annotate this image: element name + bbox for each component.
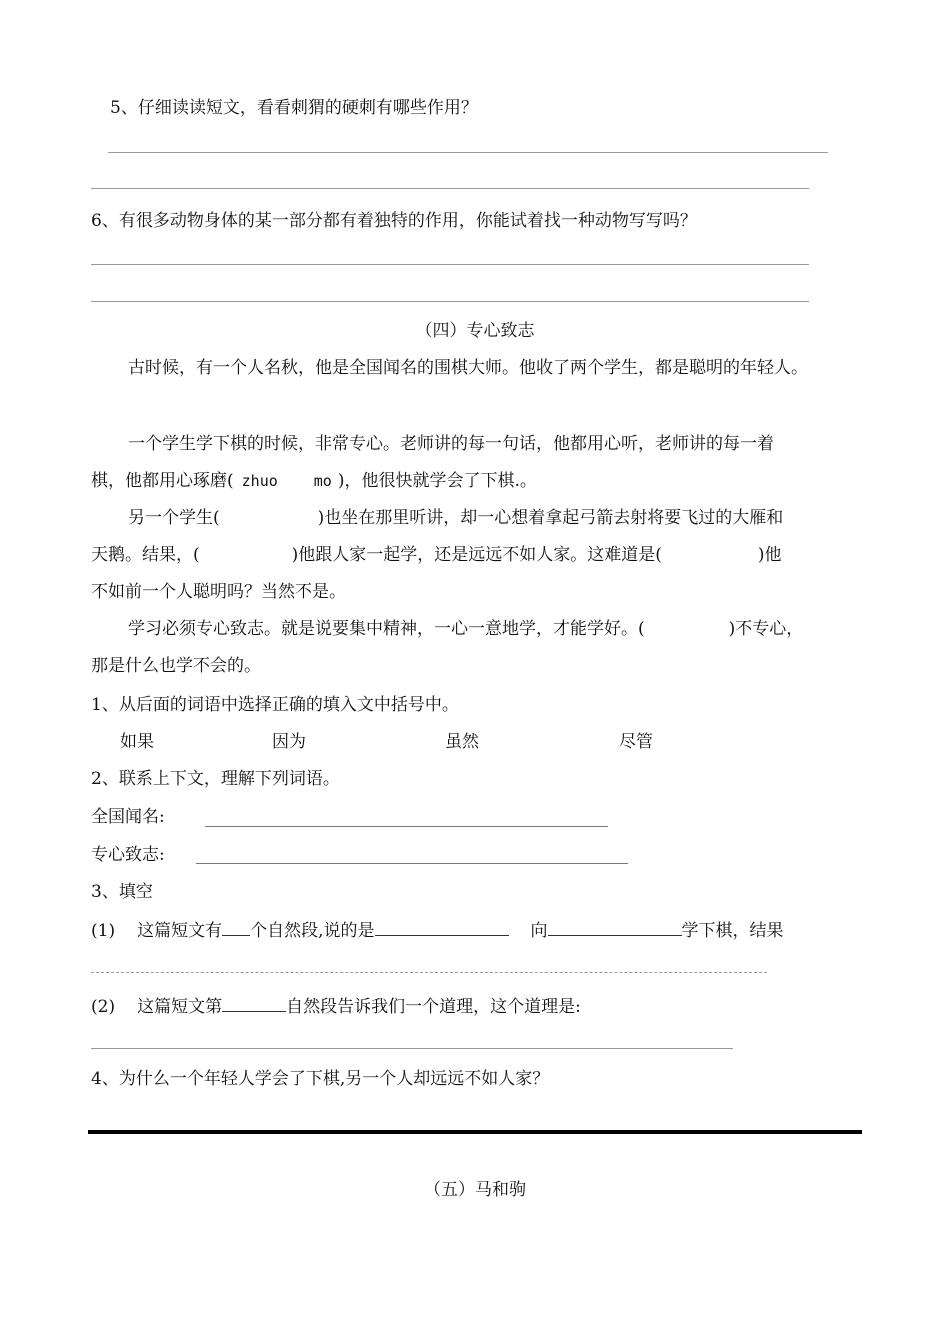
pinyin: mo — [313, 472, 332, 490]
answer-line — [91, 264, 809, 265]
term-label: 全国闻名: — [91, 807, 165, 827]
paragraph-2-line-1: 一个学生学下棋的时候，非常专心。老师讲的每一句话，他都用心听，老师讲的每一着 — [128, 434, 774, 454]
text: 这篇短文第 — [137, 997, 223, 1017]
term-label: 专心致志: — [91, 845, 165, 865]
text: 学习必须专心致志。就是说要集中精神，一心一意地学，才能学好。( — [128, 619, 645, 639]
section-title: （四）专心致志 — [415, 321, 535, 341]
paragraph-1: 古时候，有一个人名秋，他是全国闻名的围棋大师。他收了两个学生，都是聪明的年轻人。 — [128, 358, 808, 378]
answer-line — [91, 972, 767, 973]
fill-blank-2 — [91, 997, 581, 1016]
word-option: 因为 — [272, 732, 306, 752]
text: 个自然段,说的是 — [250, 921, 375, 941]
paragraph-2-line-2 — [91, 473, 537, 490]
question-6: 6、有很多动物身体的某一部分都有着独特的作用，你能试着找一种动物写写吗？ — [91, 211, 697, 231]
word-option: 虽然 — [445, 732, 479, 752]
blank — [375, 921, 509, 936]
text: 向 — [530, 921, 548, 941]
question-4: 4、为什么一个年轻人学会了下棋,另一个人却远远不如人家？ — [91, 1069, 550, 1089]
paragraph-4-line-1 — [128, 621, 803, 638]
text: 学下棋，结果 — [681, 921, 784, 941]
pinyin: zhuo — [241, 472, 278, 490]
blank — [222, 921, 250, 936]
answer-line — [205, 826, 608, 827]
item-number: (1) — [91, 921, 116, 941]
question-2: 2、联系上下文，理解下列词语。 — [91, 769, 340, 789]
text: 另一个学生( — [128, 508, 220, 528]
word-option: 尽管 — [619, 732, 653, 752]
text: 棋，他都用心琢磨( — [91, 471, 234, 491]
text: )他跟人家一起学，还是远远不如人家。这难道是( — [291, 545, 662, 565]
item-number: (2) — [91, 997, 116, 1017]
fill-blank-1 — [91, 921, 861, 940]
section-divider — [88, 1130, 862, 1134]
paragraph-3-line-1 — [128, 510, 783, 527]
paragraph-4-line-2: 那是什么也学不会的。 — [91, 656, 261, 676]
answer-line — [91, 301, 809, 302]
question-1: 1、从后面的词语中选择正确的填入文中括号中。 — [91, 695, 459, 715]
text: )也坐在那里听讲，却一心想着拿起弓箭去射将要飞过的大雁和 — [317, 508, 784, 528]
answer-line — [196, 863, 628, 864]
paragraph-3-line-2 — [91, 547, 861, 564]
question-5: 5、仔细读读短文，看看刺猬的硬刺有哪些作用？ — [110, 98, 478, 118]
blank — [548, 921, 682, 936]
paragraph-3-line-3: 不如前一个人聪明吗？当然不是。 — [91, 582, 346, 602]
text: )他 — [757, 545, 782, 565]
blank — [222, 997, 286, 1012]
text: )，他很快就学会了下棋.。 — [337, 471, 537, 491]
answer-line — [91, 188, 809, 189]
text: 天鹅。结果，( — [91, 545, 200, 565]
answer-line — [108, 152, 828, 153]
text: 这篇短文有 — [137, 921, 223, 941]
word-option: 如果 — [120, 732, 154, 752]
question-3: 3、填空 — [91, 882, 153, 902]
text: )不专心， — [728, 619, 804, 639]
text: 自然段告诉我们一个道理，这个道理是: — [286, 997, 581, 1017]
answer-line — [91, 1048, 733, 1049]
section-title: （五）马和驹 — [424, 1180, 526, 1200]
